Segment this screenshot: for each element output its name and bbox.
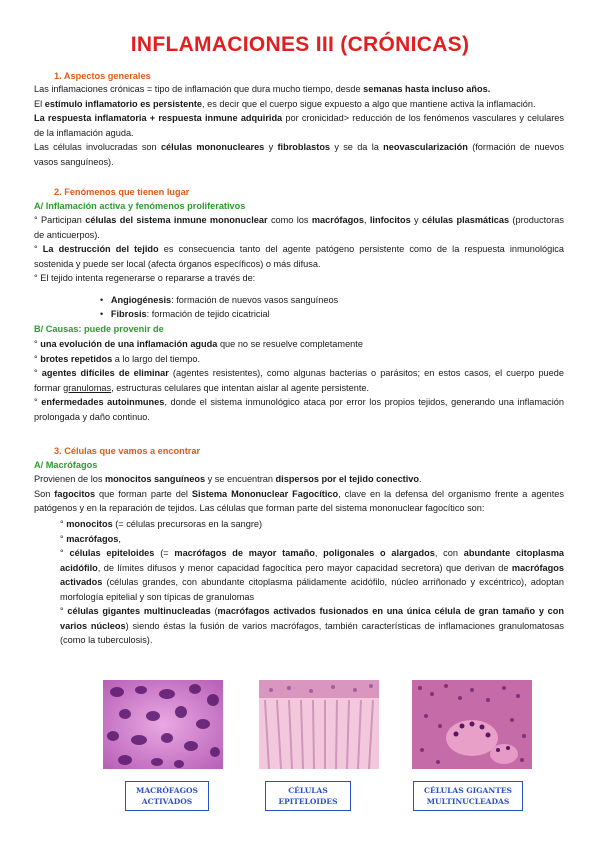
bullet-angiogenesis: • Angiogénesis: formación de nuevos vasos sanguíneos — [100, 295, 339, 305]
section-1-heading: 1. Aspectos generales — [54, 71, 151, 81]
giant-cells-micrograph — [412, 680, 532, 769]
bullet-fibrosis: • Fibrosis: formación de tejido cicatricial — [100, 309, 270, 319]
section-2-heading: 2. Fenómenos que tienen lugar — [54, 187, 190, 197]
section-3a-list: ° monocitos (= células precursoras en la sangre) ° macrófagos, ° células epiteloides (= macrófagos de mayor tamaño, poligonales o alargados, con abundante citoplasma acidófilo, de límites difusos y menor capacidad fagocítica pero mayor capacidad secretora) que derivan de macrófagos activados (células grandes, con abundante citoplasma pálidamente acidófilo, núcleo arriñonado y excéntrico), adoptan morfología epitelial y son típicas de granulomas ° células gigantes multinucleadas (macrófagos activados fusionados en una única célula de gran tamaño y con varios núcleos) siendo éstas la fusión de varios macrófagos, también características de inflamaciones granulomatosas (como la tuberculosis). — [60, 519, 565, 645]
figure-caption-macrophages: MACRÓFAGOS ACTIVADOS — [125, 781, 209, 811]
section-2a-body: ° Participan células del sistema inmune mononuclear como los macrófagos, linfocitos y células plasmáticas (productoras de anticuerpos). ° La destrucción del tejido es consecuencia tanto del agente patógeno persistente como de la respuesta inmunológica sostenida y puede ser local (afecta órganos específicos) o más difusa. ° El tejido intenta regenerarse o repararse a través de: — [34, 215, 565, 283]
page-title: INFLAMACIONES III (CRÓNICAS) — [130, 33, 470, 56]
macrophages-micrograph — [103, 680, 223, 769]
section-3a-body: Provienen de los monocitos sanguíneos y se encuentran dispersos por el tejido conectivo. Son fagocitos que forman parte del Sistema Mononuclear Fagocítico, clave en la defensa del organismo frente a agentes patógenos y en la reparación de tejidos. Las células que forman parte del sistema mononuclear fagocítico son: — [34, 474, 565, 513]
section-2-subheading-a: A/ Inflamación activa y fenómenos proliferativos — [34, 201, 246, 211]
section-2b-body: ° una evolución de una inflamación aguda que no se resuelve completamente ° brotes repetidos a lo largo del tiempo. ° agentes difíciles de eliminar (agentes resistentes), como algunas bacterias o parásitos; en estos casos, el cuerpo puede formar granulomas, estructuras celulares que intentan aislar al agente persistente. ° enfermedades autoinmunes, donde el sistema inmunológico ataca por error los propios tejidos, generando una inflamación prolongada y daño continuo. — [34, 339, 565, 422]
epithelioid-cells-micrograph — [259, 680, 379, 769]
figure-caption-epithelioid: CÉLULAS EPITELOIDES — [265, 781, 351, 811]
section-3-subheading-a: A/ Macrófagos — [34, 460, 98, 470]
section-3-heading: 3. Células que vamos a encontrar — [54, 446, 201, 456]
bullet-dot-icon: • — [100, 309, 104, 319]
section-2-subheading-b: B/ Causas: puede provenir de — [34, 324, 164, 334]
figure-caption-giant-cells: CÉLULAS GIGANTES MULTINUCLEADAS — [413, 781, 523, 811]
bullet-dot-icon: • — [100, 295, 104, 305]
section-1-body: Las inflamaciones crónicas = tipo de inflamación que dura mucho tiempo, desde semanas hasta incluso años. El estímulo inflamatorio es persistente, es decir que el cuerpo sigue expuesto a algo que mantiene activa la inflamación. La respuesta inflamatoria + respuesta inmune adquirida por cronicidad> reducción de los fenómenos vasculares y celulares de la inflamación aguda. Las células involucradas son células mononucleares y fibroblastos y se da la neovascularización (formación de nuevos vasos sanguíneos). — [34, 84, 564, 167]
